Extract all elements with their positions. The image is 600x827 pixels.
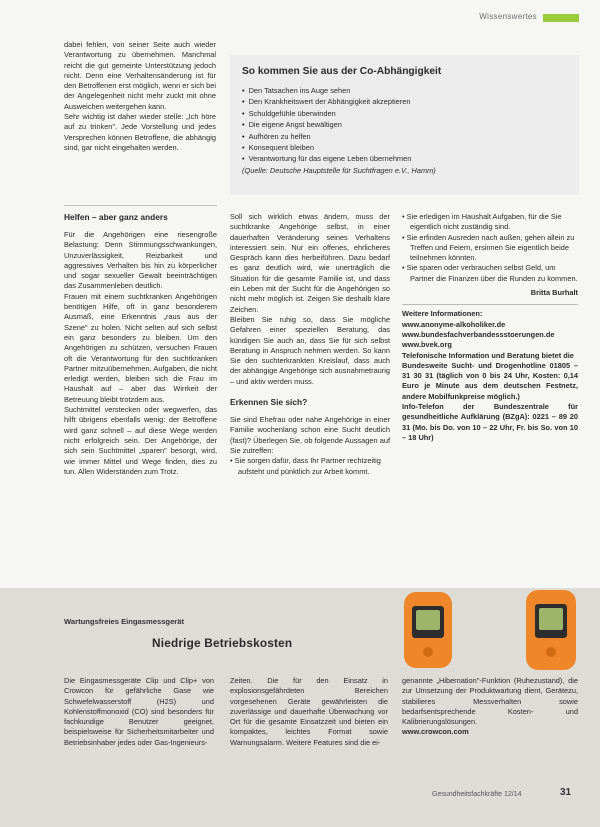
column-1 (64, 212, 217, 477)
link[interactable]: www.bundesfachverbandessstoerungen.de (402, 329, 555, 339)
tips-box-list (242, 85, 572, 176)
column-1-body (64, 230, 217, 477)
paragraph: Frauen mit einem suchtkranken Angehörigen benötigen Hilfe, oft in ganz besonderem Ausmaß, eine Erkenntnis „raus aus der Szene" zu holen. Nicht selten auf sich selbst ein ganz besonders zu bleiben. Um den Angehörigen zu schützen, versuchen Frauen oft die Verantwortung für den suchtkranken Partner mitzuübernehmen. Aufgaben, die nicht erledigt werden, bleiben sich die Frau im Haushalt auf – aber das Wirrkeit der Betreuung bleibt trotzdem aus. (64, 291, 217, 404)
divider (64, 205, 217, 206)
phone-heading: Telefonische Information und Beratung bietet die (402, 350, 574, 360)
intro-column (64, 40, 216, 153)
bullet-item: • Sie sparen oder verbrauchen selbst Geld, um Partner die Finanzen über die Runden zu kommen. (402, 263, 578, 283)
product-col-1: Die Eingasmessgeräte Clip und Clip+ von Crowcon für gefährliche Gase wie Schwefelwasserstoff (H2S) und Kohlenstoffmonoxid (CO) sind besonders für fachkundige Benutzer geeignet, beispielsweise für Sicherheitsmitarbeiter und Betriebsinhaber jedes oder Gas-Ingenieurs- (64, 676, 214, 747)
tips-source: (Quelle: Deutsche Hauptstelle für Suchtfragen e.V., Hamm) (242, 165, 436, 175)
divider (402, 304, 578, 305)
product-kicker: Wartungsfreies Eingasmessgerät (64, 617, 184, 626)
page-number: 31 (560, 787, 572, 798)
paragraph: Sie sind Ehefrau oder nahe Angehörige in einer Familie wochenlang schon eine Sucht deutlich (fast)? Überlegen Sie, ob folgende Aussagen auf Sie zutreffen: (230, 415, 390, 455)
product-title: Niedrige Betriebskosten (152, 636, 293, 650)
bullet-item: • Sie sorgen dafür, dass Ihr Partner rechtzeitig aufsteht und pünktlich zur Arbeit kommt. (230, 456, 381, 476)
tips-box (230, 55, 579, 195)
tips-item: • Aufhören zu helfen (242, 131, 311, 141)
product-col-3 (402, 676, 578, 738)
paragraph: Bleiben Sie ruhig so, dass Sie mögliche Gefahren einer speziellen Beratung, das kündigen Sie auch an, dass Sie für sich selbst Beratung in Anspruch nehmen werden. So kann Sie den suchterkrankten Kreislauf, dass auch der abhängige Angehörige sich ausnahmetraurig – und aktiv werden muss. (230, 314, 390, 386)
gas-detector-device-1 (404, 592, 452, 668)
column-2-bullets (230, 456, 390, 477)
gas-detector-device-2 (526, 590, 576, 670)
link[interactable]: www.bvek.org (402, 340, 452, 350)
tips-box-title: So kommen Sie aus der Co-Abhängigkeit (242, 66, 442, 77)
column-2-heading: Erkennen Sie sich? (230, 397, 308, 408)
tips-item: • Schuldgefühle überwinden (242, 108, 336, 118)
column-2 (230, 212, 390, 477)
author: Britta Burhalt (530, 288, 578, 298)
product-col-2: Zeiten. Die für den Einsatz in explosionsgefährdeten Bereichen vorgesehenen Geräte gewährleisten die zuverlässige und dauerhafte Überwachung vor Ort für die gesamte Einsatzzeit und bieten ein kompaktes, leichtes Format sowie Warnungsalarm. Weitere Features sind die ei- (230, 676, 388, 747)
tips-item: • Den Krankheitswert der Abhängigkeit akzeptieren (242, 97, 411, 107)
column-3-bullets (402, 212, 578, 284)
column-2-body-2 (230, 415, 390, 456)
bullet-item: • Sie erledigen im Haushalt Aufgaben, für die Sie eigentlich nicht zuständig sind. (402, 212, 562, 232)
tips-item: • Verantwortung für das eigene Leben übernehmen (242, 154, 412, 164)
info-heading: Weitere Informationen: (402, 309, 483, 319)
paragraph: Suchtmittel verstecken oder wegwerfen, das hilft übrigens ebenfalls wenig: der Betroffene wird ganz schnell – auf diese Wege werden nicht erfolgreich sein. Der Angehörige, der sich sein Suchtmittel „sparen" besorgt, wird, wie immer Mittel und Wege finden, dies zu tun. Allen Widerständen zum Trotz. (64, 405, 217, 476)
intro-paragraph-2: Sehr wichtig ist daher wieder stelle: „Ich höre auf zu trinken". Jede Vorstellung und jedes Versprechen können Betroffene, die abhängig sind, gar nicht eingehalten werden. (64, 112, 216, 152)
hotline-info: Bundesweite Sucht- und Drogenhotline 01805 – 31 30 31 (täglich von 0 bis 24 Uhr, Kosten: 0,14 Euro je Minute aus dem deutschen Festnetz, andere Mobilfunkpreise möglich.) (402, 360, 578, 401)
product-url[interactable]: www.crowcon.com (402, 727, 469, 737)
bullet-item: • Sie erfinden Ausreden nach außen, gehen allein zu Treffen und Feiern, ersinnen Sie eigentlich beide teilnehmen könnten. (402, 232, 575, 263)
column-3 (402, 212, 578, 443)
link[interactable]: www.anonyme-alkoholiker.de (402, 319, 506, 329)
section-accent-bar (543, 14, 579, 22)
product-col-3-text: genannte „Hibernation"-Funktion (Ruhezustand), die zur Umsetzung der Produktwartung dient, Gerätezu, stabilieres Messverhalten sowie bedarfsentsprechende Kosten- und Kalibrierungslösungen. (402, 676, 578, 727)
paragraph: Für die Angehörigen eine riesengroße Belastung: Denn Stimmungsschwankungen, Unzuverlässigkeit, Reizbarkeit und aggressives Verhalten bis hin zu körperlicher und sogar sexueller Gewalt beeinträchtigen das Zusammenleben deutlich. (64, 230, 217, 291)
paragraph: Soll sich wirklich etwas ändern, muss der suchtkranke Angehörige selbst, in einer dauerhaften Veränderung seines Verhaltens interessiert sein. Nur ein offenes, ehrlicheres Gespräch kann dies herbeiführen. Dazu bedarf es ganz deutlich wird, wie unerträglich die Situation für die gesamte Familie ist, und dass ein Leben mit der Sucht für die Angehörigen so nicht mehr möglich ist. Zeigen Sie deshalb klare Zeichen. (230, 212, 390, 314)
gas-detector-image (398, 590, 588, 676)
section-header (22, 12, 579, 24)
tips-item: • Die eigene Angst bewältigen (242, 120, 342, 130)
column-1-heading: Helfen – aber ganz anders (64, 212, 168, 222)
tips-item: • Den Tatsachen ins Auge sehen (242, 86, 351, 95)
publication-label: Gesundheitsfachkräfte 12/14 (432, 791, 522, 798)
bzga-info: Info-Telefon der Bundeszentrale für gesundheitliche Aufklärung (BZgA): 0221 – 89 20 31 (Mo. bis Do. von 10 – 22 Uhr, Fr. bis So. von 10 – 18 Uhr) (402, 402, 578, 442)
tips-item: • Konsequent bleiben (242, 143, 314, 153)
section-label: Wissenswertes (479, 12, 537, 21)
column-2-body (230, 212, 390, 387)
intro-paragraph-1: dabei fehlen, von seiner Seite auch wieder Verantwortung zu übernehmen. Manchmal reicht die gut gemeinte Unterstützung jedoch nicht. Denn eine Verhaltensänderung ist für den Betroffenen erst möglich, wenn er sich bei der Angelegenheit nicht mehr zuckt mit ohne Ausweichen weitergehen kann. (64, 40, 216, 111)
